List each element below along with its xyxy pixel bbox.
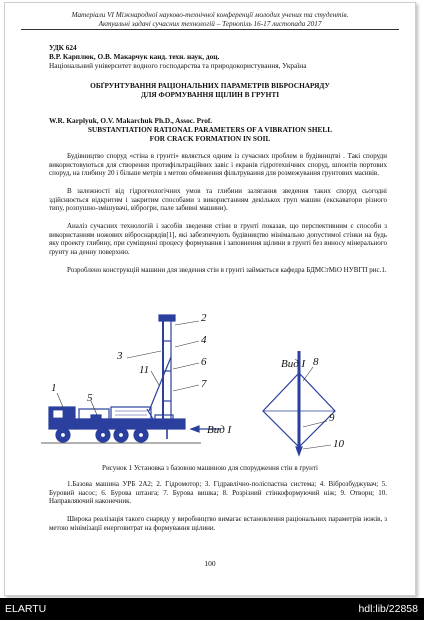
figure-caption: Рисунок 1 Установка з базовою машиною для спорудження стін в грунті	[102, 464, 318, 472]
title-ua-line2: ДЛЯ ФОРМУВАННЯ ЩІЛИН В ГРУНТІ	[140, 91, 280, 99]
figure-label-7: 7	[201, 378, 207, 390]
figure-label-10: 10	[333, 438, 344, 450]
repository-name: ELARTU	[5, 603, 47, 615]
paragraph-3: Аналіз сучасних технологій і засобів зведення стіни в грунті показав, що перспективним є способи з використанням ножових віброснарядів[1], які забезпечують будівництво мінімально допустимої стінки на будь яку проекту глибину, при суміщенні процесу формування і заповнення щілини в грунті без виносу мінерального ґрунту на денну поверхню.	[49, 222, 387, 257]
figure-label-1: 1	[51, 382, 57, 394]
figure-label-11: 11	[139, 364, 150, 376]
conference-header-line1: Матеріали VI Міжнародної науково-технічної конференції молодих учених та студентів.	[71, 11, 349, 19]
authors-en: W.R. Karplyuk, O.V. Makarchuk Ph.D., Assoc. Prof.	[49, 117, 213, 125]
paragraph-4: Розроблено конструкцій машини для зведення стін в грунті займається кафедра БДМСтМіО НУВГП рис.1.	[67, 266, 387, 274]
figure-legend: 1.Базова машина УРБ 2А2; 2. Гідромотор; 3. Гідравлічно-поліспастна система; 4. Віброзбуджувач; 5. Буровий насос; 6. Бурова штанга; 7. Бурова вишка; 8. Розрізний стінкоформуючий ніж; 9. Отвори; 10. Направляючий наконечник.	[49, 480, 387, 506]
view-arrow-label: Вид I	[207, 424, 232, 436]
repository-footer-bar	[0, 598, 424, 620]
handle-link[interactable]: hdl:lib/22858	[358, 603, 418, 615]
paragraph-2: В залежності від гідрогеологічних умов та глибини залягання зведення таких споруд сьогодні здійснюється відкритим і закритим способами з використанням декількох груп машин (екскаватори різного типу, розпушно-змішувачі, віброгри, палe забивні машини).	[49, 187, 387, 213]
udk-code: УДК 624	[49, 44, 77, 52]
affiliation: Національний університет водного господарства та природокористування, Україна	[49, 62, 307, 70]
figure-label-6: 6	[201, 356, 207, 368]
title-en-line2: FOR CRACK FORMATION IN SOIL	[149, 135, 271, 143]
paragraph-1: Будівництво споруд «стіна в грунті» являється одним із сучасних проблем в будівництві . Такі споруди використовуються для створення протифільтраційних завіс і екранів гідротехнічних споруд, шпонтів портових споруд, на глибину 20 і більше метрів з метою обмеження фільтрування для розмежування грунтових масивів.	[49, 152, 387, 178]
figure-label-8: 8	[313, 356, 319, 368]
figure-labels	[51, 312, 233, 436]
figure-label-9: 9	[329, 412, 335, 424]
figure-label-4: 4	[201, 334, 207, 346]
figure-label-5: 5	[87, 392, 93, 404]
title-en-line1: SUBSTANTIATION RATIONAL PARAMETERS OF A VIBRATION SHELL	[87, 126, 333, 134]
paper-sheet	[4, 2, 416, 596]
base-machine-drawing	[41, 315, 221, 443]
knife-view-labels	[281, 356, 345, 450]
conference-header-line2: Актуальні задачі сучасних технологій – Тернопіль 16-17 листопада 2017	[98, 20, 322, 28]
figure-installation-drawing	[41, 311, 381, 459]
figure-label-3: 3	[117, 350, 123, 362]
knife-view-title: Вид I	[281, 358, 306, 370]
header-divider	[21, 29, 399, 30]
page-number: 100	[204, 559, 216, 568]
conclusion-paragraph: Широка реалізація такого снаряду у виробництво вимагає встановлення раціональних параметрів ножів, з метою мінімізації енерговитрат на формування щілини.	[49, 515, 387, 532]
title-ua-line1: ОБҐРУНТУВАННЯ РАЦІОНАЛЬНИХ ПАРАМЕТРІВ ВІБРОСНАРЯДУ	[90, 82, 330, 90]
figure-label-2: 2	[201, 312, 207, 324]
authors-ua: В.Р. Карплюк, О.В. Макарчук канд. техн. наук, доц.	[49, 53, 220, 61]
